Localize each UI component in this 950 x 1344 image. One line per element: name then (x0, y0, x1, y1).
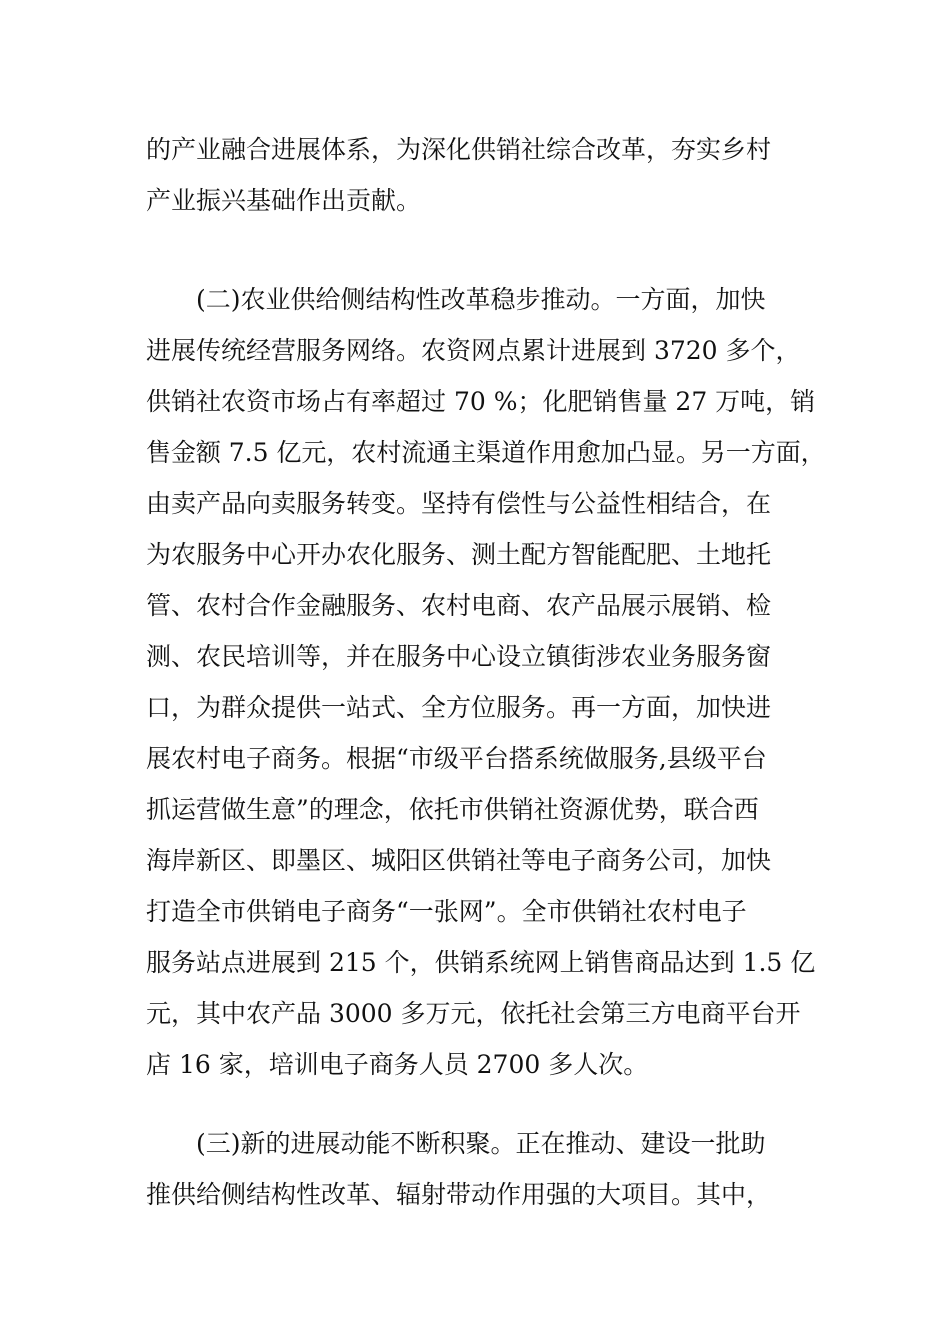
paragraph-continuation (146, 124, 826, 226)
text-line: 店 16 家，培训电子商务人员 2700 多人次。 (146, 1050, 649, 1079)
text-line: 供销社农资市场占有率超过 70 %；化肥销售量 27 万吨，销 (146, 387, 816, 416)
text-line: 口，为群众提供一站式、全方位服务。再一方面，加快进 (146, 693, 772, 722)
text-line: 产业振兴基础作出贡献。 (146, 186, 422, 215)
text-line: 海岸新区、即墨区、城阳区供销社等电子商务公司，加快 (146, 846, 772, 875)
text-line: 抓运营做生意”的理念，依托市供销社资源优势，联合西 (146, 795, 759, 824)
text-line: 打造全市供销电子商务“一张网”。全市供销社农村电子 (146, 897, 747, 926)
section-heading-line: (三)新的进展动能不断积聚。正在推动、建设一批助 (196, 1129, 766, 1158)
paragraph-section-3 (146, 1118, 826, 1220)
text-line: 测、农民培训等，并在服务中心设立镇街涉农业务服务窗 (146, 642, 772, 671)
text-line: 售金额 7.5 亿元，农村流通主渠道作用愈加凸显。另一方面， (146, 438, 826, 467)
text-line: 元，其中农产品 3000 多万元，依托社会第三方电商平台开 (146, 999, 801, 1028)
text-line: 的产业融合进展体系，为深化供销社综合改革，夯实乡村 (146, 135, 772, 164)
text-line: 管、农村合作金融服务、农村电商、农产品展示展销、检 (146, 591, 772, 620)
paragraph-section-2 (146, 274, 826, 1090)
section-heading-line: (二)农业供给侧结构性改革稳步推动。一方面，加快 (196, 285, 766, 314)
text-line: 由卖产品向卖服务转变。坚持有偿性与公益性相结合，在 (146, 489, 772, 518)
text-line: 为农服务中心开办农化服务、测土配方智能配肥、土地托 (146, 540, 772, 569)
text-line: 推供给侧结构性改革、辐射带动作用强的大项目。其中， (146, 1180, 772, 1209)
text-line: 进展传统经营服务网络。农资网点累计进展到 3720 多个， (146, 336, 801, 365)
text-line: 展农村电子商务。根据“市级平台搭系统做服务,县级平台 (146, 744, 767, 773)
text-line: 服务站点进展到 215 个，供销系统网上销售商品达到 1.5 亿 (146, 948, 816, 977)
